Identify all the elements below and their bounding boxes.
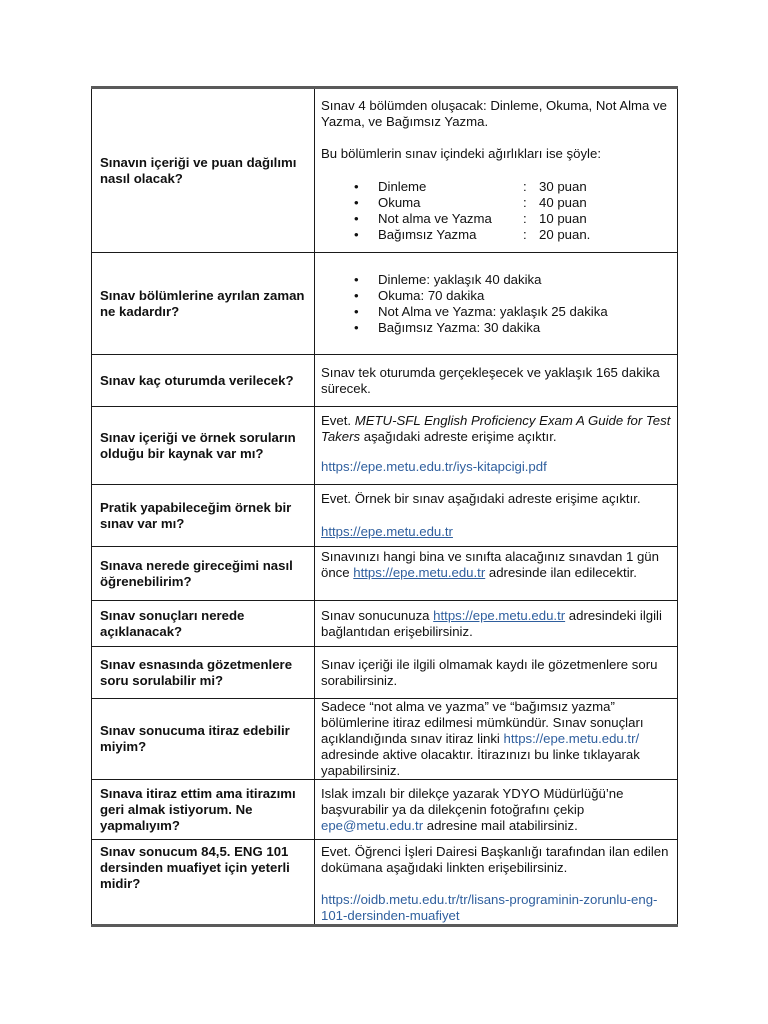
- faq-answer: [315, 780, 678, 840]
- faq-question: Sınavın içeriği ve puan dağılımı nasıl olacak?: [92, 88, 315, 253]
- score-item: [321, 195, 671, 211]
- faq-row: [92, 780, 678, 840]
- score-colon: :: [523, 195, 527, 210]
- email-link[interactable]: epe@metu.edu.tr: [321, 817, 424, 833]
- bullet-icon: •: [354, 271, 359, 287]
- faq-question: Sınav kaç oturumda verilecek?: [92, 355, 315, 407]
- faq-answer: [315, 407, 678, 485]
- faq-question: Pratik yapabileceğim örnek bir sınav var mı?: [92, 485, 315, 547]
- score-colon: :: [523, 211, 527, 226]
- score-label: Bağımsız Yazma: [378, 227, 477, 242]
- answer-suffix: adresindeki ilgili bağlantıdan erişebilirsiniz.: [321, 607, 662, 639]
- score-colon: :: [523, 227, 527, 242]
- score-colon: :: [523, 179, 527, 194]
- duration-text: Bağımsız Yazma: 30 dakika: [378, 319, 541, 335]
- score-label: Not alma ve Yazma: [378, 211, 492, 226]
- answer-text: Evet. Öğrenci İşleri Dairesi Başkanlığı tarafından ilan edilen dokümana aşağıdaki linkten erişebilirsiniz.: [321, 844, 669, 875]
- answer-suffix: adresine mail atabilirsiniz.: [423, 817, 578, 833]
- answer-suffix: aşağıdaki adreste erişime açıktır.: [360, 429, 557, 444]
- guide-pdf-link[interactable]: https://epe.metu.edu.tr/iys-kitapcigi.pdf: [321, 459, 547, 474]
- faq-answer: [315, 840, 678, 926]
- appeal-link[interactable]: https://epe.metu.edu.tr/: [503, 731, 640, 746]
- faq-question: Sınava nerede gireceğimi nasıl öğrenebilirim?: [92, 547, 315, 601]
- faq-question: Sınav bölümlerine ayrılan zaman ne kadardır?: [92, 253, 315, 355]
- duration-text: Okuma: 70 dakika: [378, 287, 485, 303]
- faq-row: [92, 407, 678, 485]
- score-item: [321, 227, 671, 243]
- faq-row: [92, 485, 678, 547]
- score-value: 10 puan: [539, 211, 587, 226]
- exemption-link[interactable]: https://oidb.metu.edu.tr/tr/lisans-programinin-zorunlu-eng- 101-dersinden-muafiyet: [321, 892, 658, 923]
- exam-location-link[interactable]: https://epe.metu.edu.tr: [353, 565, 486, 580]
- faq-question: Sınava itiraz ettim ama itirazımı geri almak istiyorum. Ne yapmalıyım?: [92, 780, 315, 840]
- score-value: 20 puan.: [539, 227, 591, 242]
- faq-row: [92, 601, 678, 647]
- faq-answer: [315, 601, 678, 647]
- sample-exam-link[interactable]: https://epe.metu.edu.tr: [321, 524, 453, 539]
- answer-prefix: Sadece “not alma ve yazma” ve “bağımsız yazma” bölümlerine itiraz edilmesi mümkündür. Sınav sonuçları açıklandığında sınav itiraz linki: [321, 699, 644, 746]
- bullet-icon: •: [354, 227, 359, 242]
- faq-row: [92, 547, 678, 601]
- faq-question: Sınav sonucum 84,5. ENG 101 dersinden muafiyet için yeterli midir?: [92, 840, 315, 926]
- results-link[interactable]: https://epe.metu.edu.tr: [433, 607, 566, 623]
- score-label: Dinleme: [378, 179, 427, 194]
- duration-item: [321, 288, 671, 304]
- faq-row: [92, 253, 678, 355]
- score-list: [321, 179, 671, 243]
- bullet-icon: •: [354, 303, 359, 319]
- bullet-icon: •: [354, 195, 359, 210]
- faq-answer: [315, 699, 678, 780]
- score-label: Okuma: [378, 195, 421, 210]
- faq-answer: [315, 253, 678, 355]
- duration-list: [321, 272, 671, 336]
- faq-question: Sınav içeriği ve örnek soruların olduğu bir kaynak var mı?: [92, 407, 315, 485]
- faq-row: [92, 88, 678, 253]
- faq-row: [92, 355, 678, 407]
- answer-intro: Sınav 4 bölümden oluşacak: Dinleme, Okuma, Not Alma ve Yazma, ve Bağımsız Yazma.: [321, 98, 667, 129]
- duration-item: [321, 304, 671, 320]
- faq-answer: Sınav tek oturumda gerçekleşecek ve yaklaşık 165 dakika sürecek.: [315, 355, 678, 407]
- answer-prefix: Sınavınızı hangi bina ve sınıfta alacağınız sınavdan 1 gün önce: [321, 549, 659, 580]
- faq-answer: [315, 485, 678, 547]
- answer-text: Evet. Örnek bir sınav aşağıdaki adreste erişime açıktır.: [321, 491, 641, 506]
- score-item: [321, 211, 671, 227]
- answer-prefix: Evet.: [321, 413, 355, 428]
- answer-prefix: Islak imzalı bir dilekçe yazarak YDYO Müdürlüğü’ne başvurabilir ya da dilekçenin fotoğrafını çekip: [321, 785, 624, 817]
- faq-row: [92, 647, 678, 699]
- faq-row: [92, 840, 678, 926]
- faq-answer: Sınav içeriği ile ilgili olmamak kaydı ile gözetmenlere soru sorabilirsiniz.: [315, 647, 678, 699]
- score-value: 40 puan: [539, 195, 587, 210]
- faq-table: [91, 86, 678, 927]
- answer-prefix: Sınav sonucunuza: [321, 607, 434, 623]
- duration-item: [321, 272, 671, 288]
- faq-question: Sınav sonucuma itiraz edebilir miyim?: [92, 699, 315, 780]
- answer-text: [321, 413, 671, 445]
- faq-row: [92, 699, 678, 780]
- answer-suffix: adresinde aktive olacaktır. İtirazınızı bu linke tıklayarak yapabilirsiniz.: [321, 747, 640, 778]
- bullet-icon: •: [354, 179, 359, 194]
- faq-answer: [315, 547, 678, 601]
- weights-intro: Bu bölümlerin sınav içindeki ağırlıkları ise şöyle:: [321, 146, 601, 161]
- bullet-icon: •: [354, 287, 359, 303]
- answer-suffix: adresinde ilan edilecektir.: [485, 565, 637, 580]
- score-value: 30 puan: [539, 179, 587, 194]
- guide-title: METU-SFL English Proficiency Exam A Guide for Test Takers: [321, 413, 671, 444]
- bullet-icon: •: [354, 319, 359, 335]
- faq-question: Sınav esnasında gözetmenlere soru sorulabilir mi?: [92, 647, 315, 699]
- duration-text: Not Alma ve Yazma: yaklaşık 25 dakika: [378, 303, 608, 319]
- bullet-icon: •: [354, 211, 359, 226]
- duration-item: [321, 320, 671, 336]
- score-item: [321, 179, 671, 195]
- duration-text: Dinleme: yaklaşık 40 dakika: [378, 271, 542, 287]
- faq-answer: [315, 88, 678, 253]
- faq-question: Sınav sonuçları nerede açıklanacak?: [92, 601, 315, 647]
